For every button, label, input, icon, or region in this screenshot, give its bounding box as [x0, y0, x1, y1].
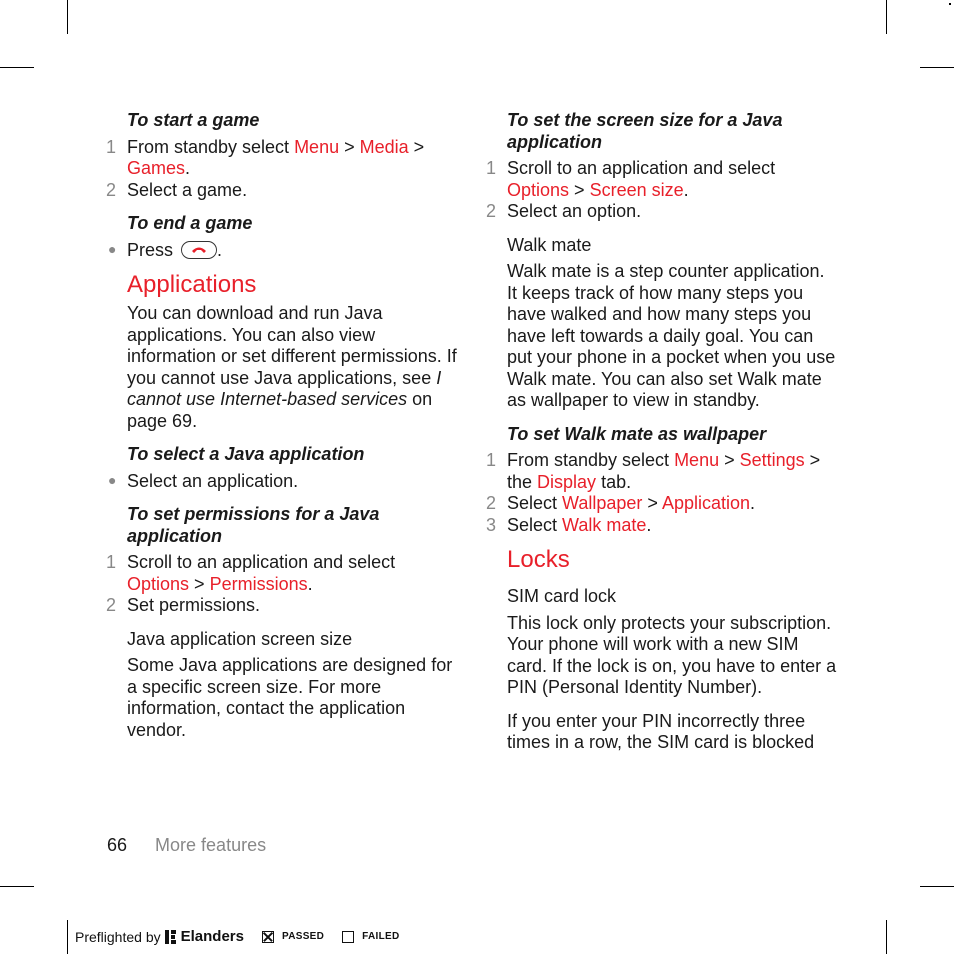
- procedure-title: To select a Java application: [127, 444, 365, 464]
- step-number: 1: [106, 136, 117, 157]
- passed-label: PASSED: [281, 931, 325, 942]
- menu-path-link: Menu: [674, 450, 720, 470]
- subsection-heading: Java application screen size: [127, 628, 353, 649]
- procedure-title: To set Walk mate as wallpaper: [507, 423, 767, 444]
- page-footer: [107, 835, 266, 856]
- crop-mark: [886, 920, 887, 954]
- page-number: 66: [107, 835, 128, 855]
- step: 2 Set permissions.: [106, 595, 261, 615]
- failed-label: FAILED: [362, 931, 400, 942]
- procedure-title: To start a game: [127, 110, 260, 130]
- applications-body: You can download and run Java applications. You can also view information or set different permissions. If you cannot use Java applications, see I cannot use Internet-based services on page 69.: [127, 303, 457, 431]
- crop-mark: [920, 67, 954, 68]
- subsection-heading: SIM card lock: [507, 586, 617, 606]
- step: 3 Select Walk mate.: [486, 514, 652, 535]
- passed-checkbox: [262, 931, 274, 943]
- section-heading-applications: Applications: [127, 271, 257, 298]
- crop-mark: [920, 886, 954, 887]
- crop-mark: [67, 920, 68, 954]
- screen-size-body: Some Java applications are designed for a specific screen size. For more information, contact the application vendor.: [127, 655, 453, 740]
- step-number: 3: [486, 514, 497, 535]
- step-number: 2: [486, 201, 497, 221]
- step-number: 1: [106, 552, 117, 572]
- menu-path-link: Media: [359, 136, 409, 157]
- step: 2 Select Wallpaper > Application.: [486, 493, 756, 513]
- crop-mark: [886, 0, 887, 34]
- menu-path-link: Options: [127, 573, 190, 594]
- step-number: 2: [106, 595, 117, 615]
- step-number: 2: [486, 493, 497, 513]
- preflight-stamp: [75, 928, 400, 945]
- end-call-icon: [181, 241, 217, 259]
- subsection-heading: Walk mate: [507, 234, 592, 255]
- step: 1 From standby select Menu > Settings > the Display tab.: [486, 450, 821, 492]
- step-number: 1: [486, 158, 497, 178]
- bullet-icon: ●: [108, 240, 117, 257]
- section-heading-locks: Locks: [507, 546, 570, 573]
- walk-mate-body: Walk mate is a step counter application. It keeps track of how many steps you have walked and how many steps you have left towards a daily goal. You can put your phone in a pocket when you use Walk mate. You can also set Walk mate as wallpaper to view in standby.: [507, 261, 836, 410]
- sim-lock-body: This lock only protects your subscription. Your phone will work with a new SIM card. If the lock is on, you have to enter a PIN (Personal Identity Number).: [507, 612, 837, 697]
- step: 1 Scroll to an application and select Options > Permissions.: [106, 552, 396, 594]
- step-number: 2: [106, 179, 117, 200]
- left-column: [106, 110, 457, 741]
- preflight-label: Preflighted by: [75, 928, 161, 945]
- menu-path-link: Wallpaper: [562, 493, 643, 513]
- step-number: 1: [486, 450, 497, 470]
- bullet-icon: ●: [108, 471, 117, 488]
- menu-path-link: Options: [507, 179, 570, 200]
- section-name: More features: [155, 835, 267, 855]
- bullet-item: ● Select an application.: [108, 470, 299, 491]
- procedure-title: To end a game: [127, 213, 253, 233]
- step: 1 Scroll to an application and select Options > Screen size.: [486, 158, 776, 200]
- crop-mark: [0, 67, 34, 68]
- menu-path-link: Application: [661, 493, 750, 513]
- elanders-brand: Elanders: [180, 928, 244, 945]
- menu-path-link: Menu: [294, 136, 340, 157]
- procedure-title: To set permissions for a Java application: [127, 504, 380, 546]
- cross-reference: I cannot use Internet-based services: [127, 367, 442, 409]
- step: 2 Select a game.: [106, 179, 248, 200]
- procedure-title: To set the screen size for a Java application: [507, 110, 783, 152]
- menu-path-link: Permissions: [209, 573, 308, 594]
- right-column: [486, 110, 839, 754]
- menu-path-link: Display: [537, 471, 597, 492]
- menu-path-link: Screen size: [589, 179, 684, 200]
- menu-path-link: Settings: [739, 450, 805, 470]
- crop-mark: [949, 3, 951, 5]
- bullet-item: ● Press .: [108, 239, 223, 260]
- step: 1 From standby select Menu > Media > Games.: [106, 136, 425, 178]
- menu-path-link: Walk mate: [562, 514, 647, 535]
- crop-mark: [67, 0, 68, 34]
- step: 2 Select an option.: [486, 201, 642, 221]
- menu-path-link: Games: [127, 158, 186, 178]
- elanders-logo-icon: [165, 930, 177, 944]
- failed-checkbox: [342, 931, 354, 943]
- pin-body: If you enter your PIN incorrectly three times in a row, the SIM card is blocked: [507, 710, 815, 752]
- crop-mark: [0, 886, 34, 887]
